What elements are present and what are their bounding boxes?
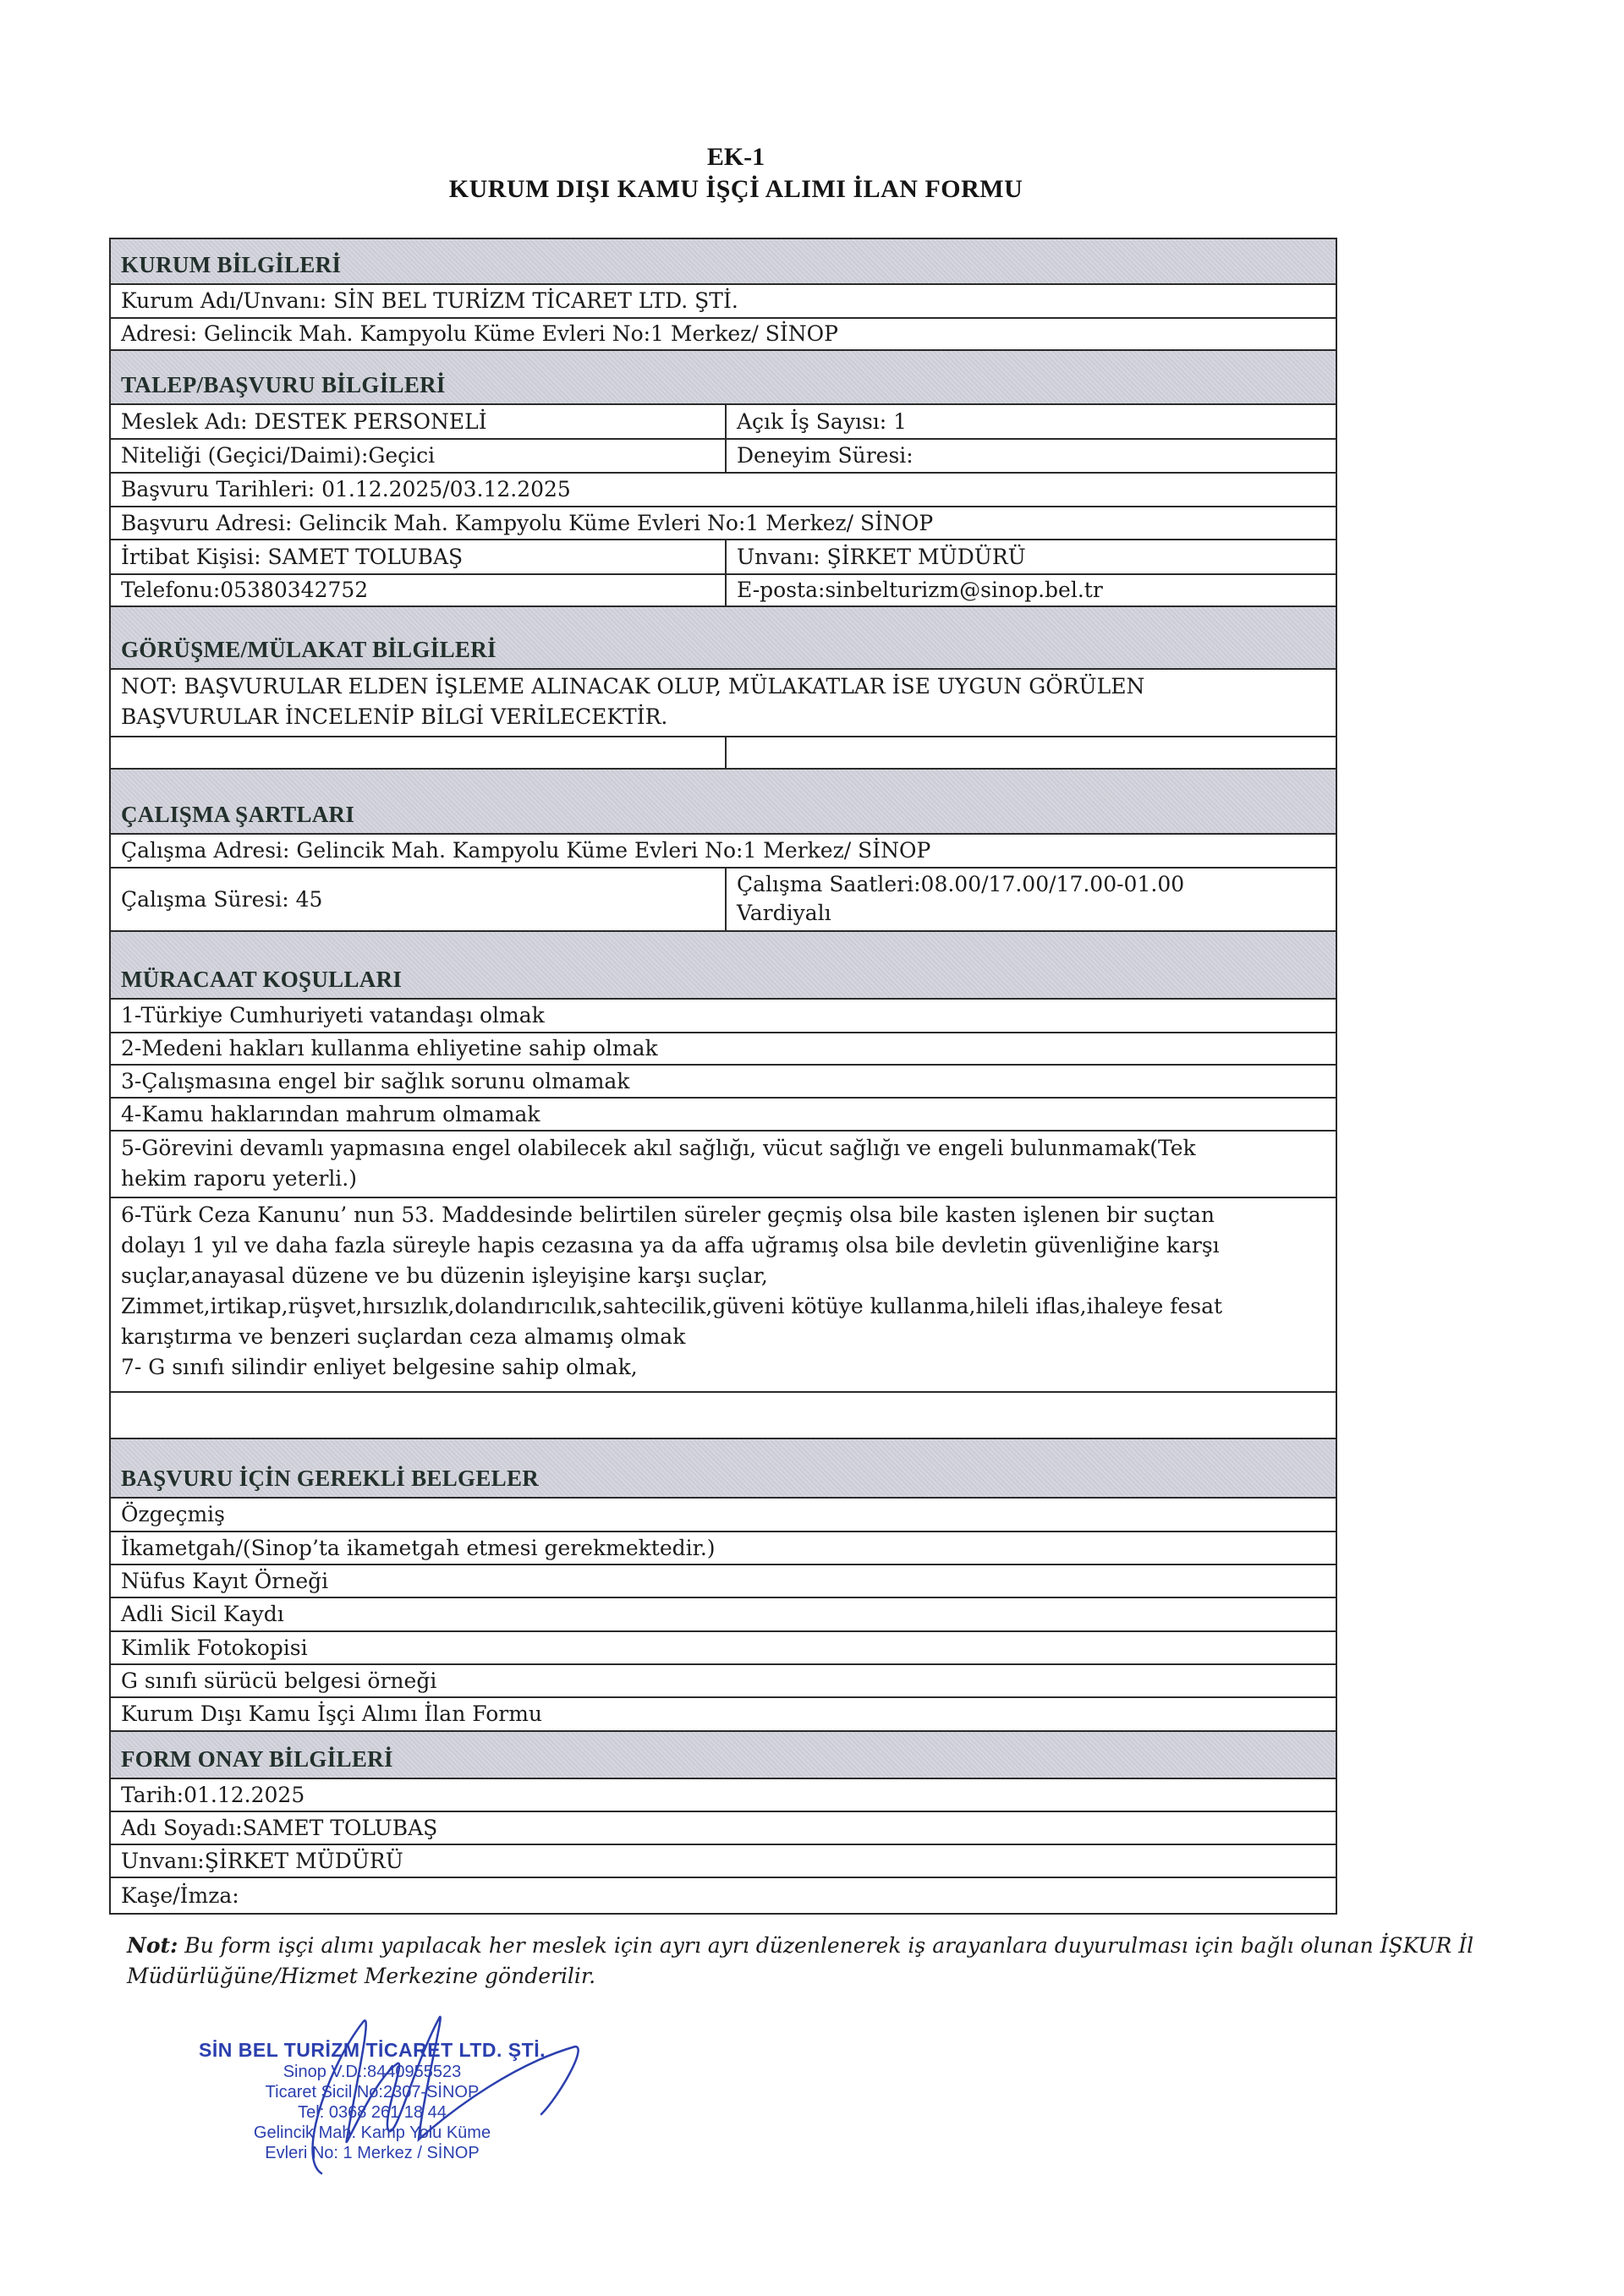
condition-item: 4-Kamu haklarından mahrum olmamak <box>121 1101 540 1126</box>
footer-note-text: Bu form işçi alımı yapılacak her meslek için ayrı ayrı düzenlenerek iş arayanlara duyurulması için bağlı olunan İŞKUR İl Müdürlüğüne/Hizmet Merkezine gönderilir. <box>127 1933 1474 1988</box>
row-gorusme-note <box>111 668 1336 736</box>
calisma-saatleri-field <box>727 869 1336 930</box>
condition-item: 2-Medeni hakları kullanma ehliyetine sahip olmak <box>121 1036 658 1060</box>
niteligi-field: Niteliği (Geçici/Daimi):Geçici <box>111 440 727 472</box>
document-item: Özgeçmiş <box>121 1502 225 1526</box>
condition-item: 3-Çalışmasına engel bir sağlık sorunu olmamak <box>121 1068 630 1093</box>
condition-line: karıştırma ve benzeri suçlardan ceza almamış olmak <box>121 1324 686 1349</box>
row-onay-unvani <box>111 1844 1336 1877</box>
empty-cell <box>111 737 727 768</box>
condition-item: 1-Türkiye Cumhuriyeti vatandaşı olmak <box>121 1003 545 1027</box>
irtibat-unvani-field: Unvanı: ŞİRKET MÜDÜRÜ <box>737 544 1026 569</box>
gorusme-note-line: NOT: BAŞVURULAR ELDEN İŞLEME ALINACAK OLUP, MÜLAKATLAR İSE UYGUN GÖRÜLEN <box>121 674 1145 699</box>
section-header-belgeler <box>111 1438 1336 1497</box>
gorusme-note <box>111 670 1336 736</box>
section-title: BAŞVURU İÇİN GEREKLİ BELGELER <box>121 1466 540 1491</box>
signature-icon <box>271 2013 592 2182</box>
row-kurum-adresi <box>111 317 1336 349</box>
basvuru-tarihleri-field: Başvuru Tarihleri: 01.12.2025/03.12.2025 <box>121 477 571 501</box>
empty-cell <box>727 737 1336 768</box>
list-item <box>111 1197 1336 1391</box>
stamp-phone: Tel: 0368 261 18 44 <box>298 2103 447 2122</box>
list-item <box>111 1497 1336 1531</box>
calisma-saatleri-line: Çalışma Saatleri:08.00/17.00/17.00-01.00 <box>737 872 1185 896</box>
condition-line: 5-Görevini devamlı yapmasına engel olabilecek akıl sağlığı, vücut sağlığı ve engeli bulunmamak(Tek <box>121 1136 1196 1160</box>
onay-tarih-field: Tarih:01.12.2025 <box>121 1782 305 1807</box>
kurum-adresi-field: Adresi: Gelincik Mah. Kampyolu Küme Evleri No:1 Merkez/ SİNOP <box>121 321 838 346</box>
condition-item-5 <box>111 1132 1336 1197</box>
condition-line: dolayı 1 yıl ve daha fazla süreyle hapis cezasına ya da affa uğramış olsa bile devletin güvenliğine karşı <box>121 1233 1220 1258</box>
condition-line: 7- G sınıfı silindir enliyet belgesine sahip olmak, <box>121 1355 638 1379</box>
row-nitelik <box>111 438 1336 472</box>
onay-adi-soyadi-field: Adı Soyadı:SAMET TOLUBAŞ <box>121 1815 438 1840</box>
eposta-field: E-posta:sinbelturizm@sinop.bel.tr <box>737 578 1103 602</box>
condition-item-6-7 <box>111 1198 1336 1391</box>
calisma-saatleri-line: Vardiyalı <box>737 901 831 925</box>
list-item <box>111 1032 1336 1064</box>
list-item <box>111 998 1336 1032</box>
document-item: İkametgah/(Sinop’ta ikametgah etmesi gerekmektedir.) <box>121 1535 716 1560</box>
row-gorusme-empty <box>111 736 1336 768</box>
stamp-company-name: SİN BEL TURİZM TİCARET LTD. ŞTİ. <box>199 2039 546 2061</box>
stamp-address-line: Gelincik Mah. Kamp Yolu Küme <box>253 2123 491 2142</box>
section-header-muracaat <box>111 930 1336 998</box>
condition-line: suçlar,anayasal düzene ve bu düzenin işleyişine karşı suçlar, <box>121 1263 768 1288</box>
section-header-kurum <box>111 238 1336 283</box>
onay-unvani-field: Unvanı:ŞİRKET MÜDÜRÜ <box>121 1848 403 1873</box>
meslek-adi-field: Meslek Adı: DESTEK PERSONELİ <box>111 405 727 438</box>
stamp-address-line: Evleri No: 1 Merkez / SİNOP <box>265 2144 480 2162</box>
row-onay-tarih <box>111 1778 1336 1811</box>
document-item: Kurum Dışı Kamu İşçi Alımı İlan Formu <box>121 1701 543 1726</box>
kurum-adi-field: Kurum Adı/Unvanı: SİN BEL TURİZM TİCARET LTD. ŞTİ. <box>121 288 738 313</box>
row-empty <box>111 1391 1336 1438</box>
irtibat-kisisi-field: İrtibat Kişisi: SAMET TOLUBAŞ <box>111 540 727 573</box>
list-item <box>111 1097 1336 1130</box>
list-item <box>111 1630 1336 1663</box>
telefon-field: Telefonu:05380342752 <box>111 575 727 606</box>
list-item <box>111 1064 1336 1097</box>
announcement-form-table <box>109 238 1337 1915</box>
row-kase-imza <box>111 1877 1336 1913</box>
list-item <box>111 1130 1336 1197</box>
section-header-onay <box>111 1730 1336 1778</box>
row-meslek <box>111 403 1336 438</box>
kase-imza-field: Kaşe/İmza: <box>121 1882 239 1908</box>
document-item: Kimlik Fotokopisi <box>121 1635 308 1660</box>
calisma-adresi-field: Çalışma Adresi: Gelincik Mah. Kampyolu Küme Evleri No:1 Merkez/ SİNOP <box>121 838 931 863</box>
list-item <box>111 1597 1336 1630</box>
acik-is-sayisi-field: Açık İş Sayısı: 1 <box>737 408 908 434</box>
section-header-talep <box>111 349 1336 403</box>
condition-line: Zimmet,irtikap,rüşvet,hırsızlık,dolandırıcılık,sahtecilik,güveni kötüye kullanma,hileli iflas,ihaleye fesat <box>121 1294 1223 1318</box>
section-title: ÇALIŞMA ŞARTLARI <box>121 802 355 827</box>
document-item: Adli Sicil Kaydı <box>121 1602 284 1626</box>
list-item <box>111 1696 1336 1730</box>
row-basvuru-tarihleri <box>111 472 1336 506</box>
row-calisma-adresi <box>111 833 1336 867</box>
list-item <box>111 1663 1336 1696</box>
section-header-gorusme <box>111 606 1336 668</box>
row-kurum-adi <box>111 283 1336 317</box>
row-irtibat <box>111 539 1336 573</box>
basvuru-adresi-field: Başvuru Adresi: Gelincik Mah. Kampyolu Küme Evleri No:1 Merkez/ SİNOP <box>121 510 934 535</box>
empty-cell <box>111 1393 1336 1438</box>
section-title: GÖRÜŞME/MÜLAKAT BİLGİLERİ <box>121 637 497 662</box>
row-basvuru-adresi <box>111 506 1336 539</box>
document-item: Nüfus Kayıt Örneği <box>121 1568 329 1593</box>
stamp-trade-registry: Ticaret Sicil No:2307-SİNOP <box>265 2083 480 2101</box>
page-title: KURUM DIŞI KAMU İŞÇİ ALIMI İLAN FORMU <box>448 175 1023 203</box>
section-title: MÜRACAAT KOŞULLARI <box>121 967 403 992</box>
stamp-tax-office: Sinop V.D.:8440955523 <box>283 2063 462 2081</box>
row-iletisim <box>111 573 1336 606</box>
condition-line: 6-Türk Ceza Kanunu’ nun 53. Maddesinde belirtilen süreler geçmiş olsa bile kasten işlenen bir suçtan <box>121 1203 1215 1227</box>
condition-line: hekim raporu yeterli.) <box>121 1166 358 1191</box>
gorusme-note-line: BAŞVURULAR İNCELENİP BİLGİ VERİLECEKTİR. <box>121 704 668 729</box>
section-title: TALEP/BAŞVURU BİLGİLERİ <box>121 372 446 397</box>
list-item <box>111 1564 1336 1597</box>
deneyim-suresi-field: Deneyim Süresi: <box>737 443 914 468</box>
section-header-calisma <box>111 768 1336 833</box>
section-title: KURUM BİLGİLERİ <box>121 252 342 277</box>
row-onay-adi-soyadi <box>111 1811 1336 1844</box>
annex-label: EK-1 <box>706 143 765 171</box>
footer-note-label: Not: <box>127 1933 178 1958</box>
page-title-block <box>0 142 1472 206</box>
row-calisma-sure-saat <box>111 867 1336 930</box>
list-item <box>111 1531 1336 1564</box>
calisma-suresi-field: Çalışma Süresi: 45 <box>111 869 727 930</box>
document-item: G sınıfı sürücü belgesi örneği <box>121 1668 437 1693</box>
section-title: FORM ONAY BİLGİLERİ <box>121 1746 393 1772</box>
footer-note <box>127 1931 1565 1992</box>
